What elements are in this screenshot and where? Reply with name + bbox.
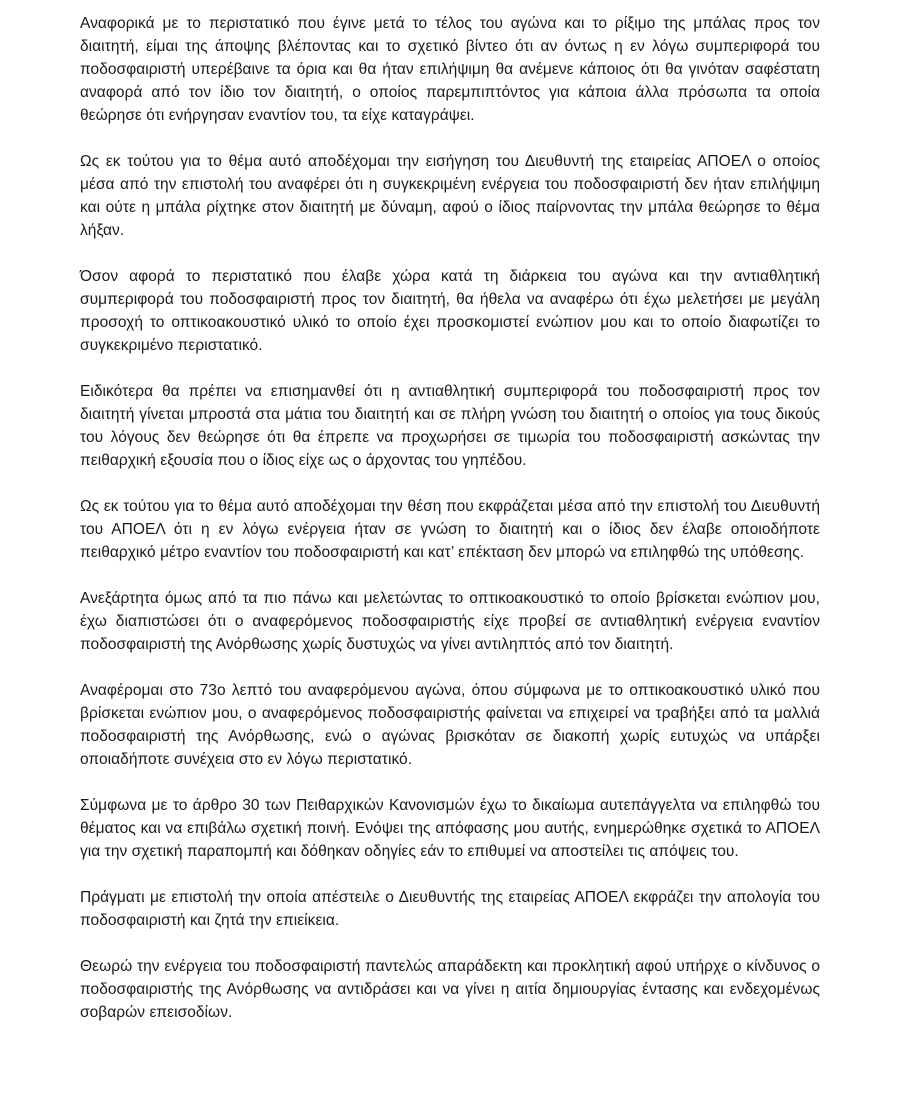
paragraph: Ως εκ τούτου για το θέμα αυτό αποδέχομαι την θέση που εκφράζεται μέσα από την επιστολή του Διευθυντή του ΑΠΟΕΛ ότι η εν λόγω ενέργεια ήταν σε γνώση το διαιτητή και ο ίδιος δεν έλαβε οποιοδήποτε πειθαρχικό μέτρο εναντίον του ποδοσφαιριστή και κατ’ επέκταση δεν μπορώ να επιληφθώ της υπόθεσης.	[80, 498, 820, 561]
paragraph: Όσον αφορά το περιστατικό που έλαβε χώρα κατά τη διάρκεια του αγώνα και την αντιαθλητική συμπεριφορά του ποδοσφαιριστή προς τον διαιτητή, θα ήθελα να αναφέρω ότι έχω μελετήσει με μεγάλη προσοχή το οπτικοακουστικό υλικό το οποίο έχει προσκομιστεί ενώπιον μου και το οποίο διαφωτίζει το συγκεκριμένο περιστατικό.	[80, 268, 820, 354]
paragraph: Πράγματι με επιστολή την οποία απέστειλε ο Διευθυντής της εταιρείας ΑΠΟΕΛ εκφράζει την απολογία του ποδοσφαιριστή και ζητά την επιείκεια.	[80, 889, 820, 929]
document-body	[80, 12, 820, 1024]
paragraph: Σύμφωνα με το άρθρο 30 των Πειθαρχικών Κανονισμών έχω το δικαίωμα αυτεπάγγελτα να επιληφθώ του θέματος και να επιβάλω σχετική ποινή. Ενόψει της απόφασης μου αυτής, ενημερώθηκε σχετικά το ΑΠΟΕΛ για την σχετική παραπομπή και δόθηκαν οδηγίες εάν το επιθυμεί να αποστείλει τις απόψεις του.	[80, 797, 820, 860]
paragraph: Αναφορικά με το περιστατικό που έγινε μετά το τέλος του αγώνα και το ρίξιμο της μπάλας προς τον διαιτητή, είμαι της άποψης βλέποντας και το σχετικό βίντεο ότι αν όντως η εν λόγω συμπεριφορά του ποδοσφαιριστή υπερέβαινε τα όρια και θα ήταν επιλήψιμη θα ανέμενε κάποιος ότι θα γινόταν σαφέστατη αναφορά από τον ίδιο τον διαιτητή, ο οποίος παρεμπιπτόντος για κάποια άλλα πρόσωπα τα οποία θεώρησε ότι ενήργησαν εναντίον του, τα είχε καταγράψει.	[80, 15, 820, 124]
paragraph: Θεωρώ την ενέργεια του ποδοσφαιριστή παντελώς απαράδεκτη και προκλητική αφού υπήρχε ο κίνδυνος ο ποδοσφαιριστής της Ανόρθωσης να αντιδράσει και να γίνει η αιτία δημιουργίας έντασης και ενδεχομένως σοβαρών επεισοδίων.	[80, 958, 820, 1021]
paragraph: Αναφέρομαι στο 73ο λεπτό του αναφερόμενου αγώνα, όπου σύμφωνα με το οπτικοακουστικό υλικό που βρίσκεται ενώπιον μου, ο αναφερόμενος ποδοσφαιριστής φαίνεται να επιχειρεί να τραβήξει από τα μαλλιά ποδοσφαιριστή της Ανόρθωσης, ενώ ο αγώνας βρισκόταν σε διακοπή χωρίς ευτυχώς να υπάρξει οποιαδήποτε συνέχεια στο εν λόγω περιστατικό.	[80, 682, 820, 768]
paragraph: Ως εκ τούτου για το θέμα αυτό αποδέχομαι την εισήγηση του Διευθυντή της εταιρείας ΑΠΟΕΛ ο οποίος μέσα από την επιστολή του αναφέρει ότι η συγκεκριμένη ενέργεια του ποδοσφαιριστή δεν ήταν επιλήψιμη και ούτε η μπάλα ρίχτηκε στον διαιτητή με δύναμη, αφού ο ίδιος παίρνοντας την μπάλα θεώρησε το θέμα λήξαν.	[80, 153, 820, 239]
paragraph: Ειδικότερα θα πρέπει να επισημανθεί ότι η αντιαθλητική συμπεριφορά του ποδοσφαιριστή προς τον διαιτητή γίνεται μπροστά στα μάτια του διαιτητή και σε πλήρη γνώση του διαιτητή ο οποίος για τους δικούς του λόγους δεν θεώρησε ότι θα έπρεπε να προχωρήσει σε τιμωρία του ποδοσφαιριστή ασκώντας την πειθαρχική εξουσία που ο ίδιος είχε ως ο άρχοντας του γηπέδου.	[80, 383, 820, 469]
paragraph: Ανεξάρτητα όμως από τα πιο πάνω και μελετώντας το οπτικοακουστικό το οποίο βρίσκεται ενώπιον μου, έχω διαπιστώσει ότι ο αναφερόμενος ποδοσφαιριστής είχε προβεί σε αντιαθλητική ενέργεια εναντίον ποδοσφαιριστή της Ανόρθωσης χωρίς δυστυχώς να γίνει αντιληπτός από τον διαιτητή.	[80, 590, 820, 653]
